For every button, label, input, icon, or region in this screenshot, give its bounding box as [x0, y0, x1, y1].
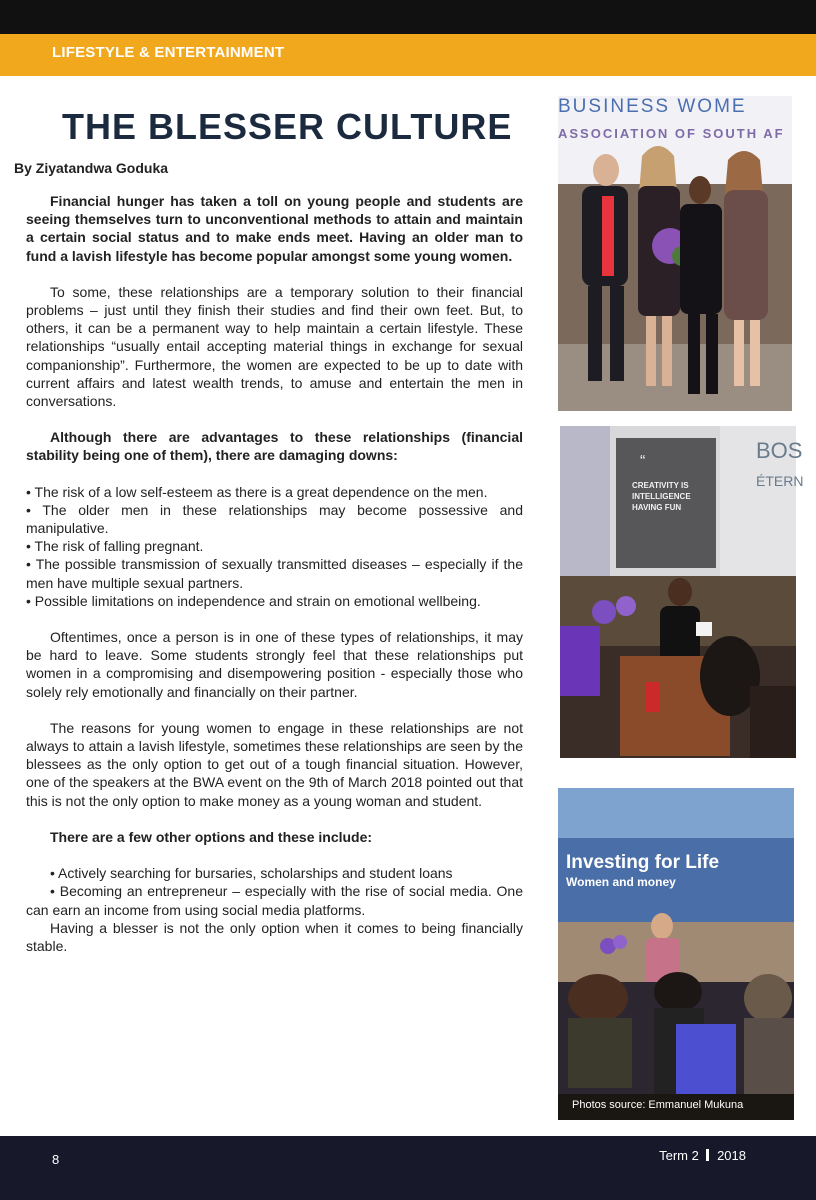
section-banner: [0, 34, 816, 76]
list-item: • Actively searching for bursaries, scholarships and student loans: [50, 865, 453, 882]
top-black-bar: [0, 0, 816, 34]
subheading-downs: Although there are advantages to these relationships (financial stability being one of them), there are damaging downs:: [26, 429, 523, 464]
photo-investing-talk: [558, 788, 794, 1120]
slide-subtitle: Women and money: [566, 875, 676, 889]
quote-mark: “: [640, 453, 646, 470]
page-footer: [0, 1136, 816, 1200]
slide-creativity-line: CREATIVITY IS: [632, 481, 689, 490]
list-item: • The possible transmission of sexually transmitted diseases – especially if the men have multiple sexual partners.: [26, 556, 523, 591]
slide-title: Investing for Life: [566, 852, 720, 873]
list-item: • The older men in these relationships may become possessive and manipulative.: [26, 501, 523, 537]
paragraph-1: To some, these relationships are a temporary solution to their financial problems – just until they finish their studies and find their own feet. But, to others, it can be a permanent way to help maintain a certain lifestyle. These relationships “usually entail accepting material things in exchange for sexual companionship”. Furthermore, the women are expected to be up to date with current affairs and latest wealth trends, to amuse and entertain the men in conversations.: [26, 283, 523, 410]
photo-caption: Photos source: Emmanuel Mukuna: [572, 1099, 744, 1111]
article-byline: By Ziyatandwa Goduka: [14, 160, 169, 176]
photo-speaker-creativity-svg: [560, 426, 804, 758]
list-item: • The risk of falling pregnant.: [26, 538, 204, 555]
slide-creativity-line: INTELLIGENCE: [632, 492, 691, 501]
page-number: 8: [52, 1152, 60, 1167]
slide-creativity-line: HAVING FUN: [632, 503, 682, 512]
list-item: • Becoming an entrepreneur – especially with the rise of social media. One can earn an income from using social media platforms.: [26, 883, 523, 918]
closing-paragraph: Having a blesser is not the only option when it comes to being financially stable.: [26, 919, 523, 954]
photo-investing-talk-svg: [558, 788, 794, 1120]
list-item: • Possible limitations on independence and strain on emotional wellbeing.: [26, 592, 481, 609]
banner-text-3: BOS: [756, 438, 803, 463]
paragraph-3: The reasons for young women to engage in these relationships are not always to attain a lavish lifestyle, sometimes these relationships are seen by the blessees as the only option to get out of a tough financial situation. However, one of the speakers at the BWA event on the 9th of March 2018 pointed out that this is not the only option to make money as a young woman and student.: [26, 719, 523, 809]
photo-speaker-creativity: [560, 426, 804, 758]
footer-term: Term 2: [659, 1148, 699, 1163]
subheading-options: There are a few other options and these include:: [50, 828, 373, 845]
footer-year: 2018: [717, 1148, 746, 1163]
banner-text-2: ASSOCIATION OF SOUTH AF: [558, 126, 785, 141]
photo-group-women: [558, 96, 792, 411]
lead-paragraph: Financial hunger has taken a toll on young people and students are seeing themselves turn to unconventional methods to attain and maintain a certain social status and to make ends meet. Having an older man to fund a lavish lifestyle has become popular amongst some young women.: [26, 193, 523, 264]
banner-text-4: ÉTERN: [756, 473, 804, 489]
banner-text-1: BUSINESS WOME: [558, 96, 747, 117]
list-item: • The risk of a low self-esteem as there is a great dependence on the men.: [26, 483, 488, 500]
article-body: [26, 192, 523, 955]
paragraph-2: Oftentimes, once a person is in one of these types of relationships, it may be hard to leave. Some students strongly feel that these relationships put women in a compromising and disempowering position - especially those who solely rely emotionally and financially on their partner.: [26, 629, 523, 700]
article-title: THE BLESSER CULTURE: [62, 106, 513, 147]
footer-issue: [659, 1148, 746, 1163]
footer-divider: [706, 1149, 709, 1161]
section-label: LIFESTYLE & ENTERTAINMENT: [52, 44, 285, 61]
photo-group-women-svg: [558, 96, 792, 411]
